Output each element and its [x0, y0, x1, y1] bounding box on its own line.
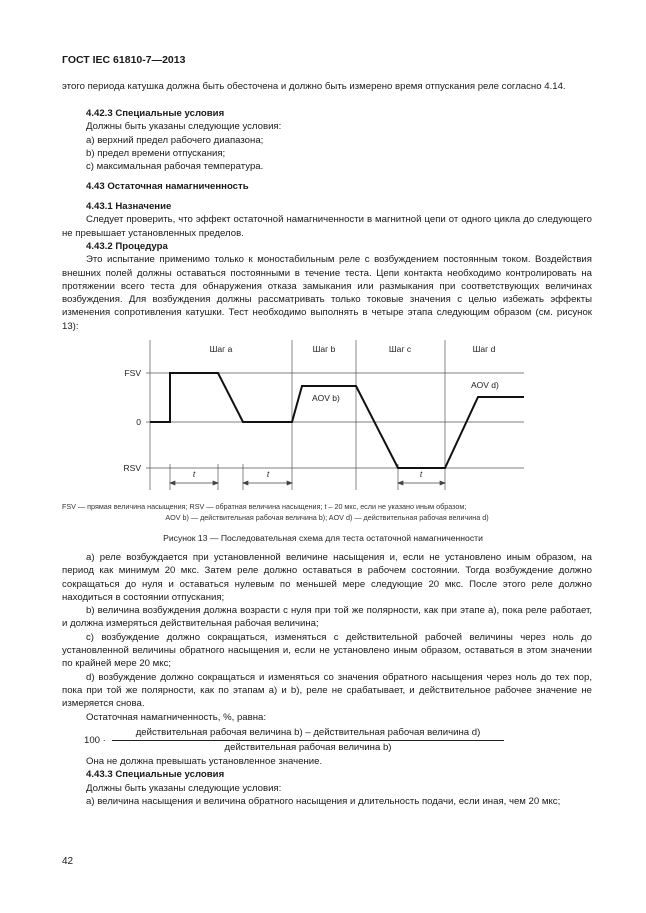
- interval-markers: [170, 481, 445, 485]
- step-paragraph-c: c) возбуждение должно сокращаться, изменяться с действительной рабочей величины через ноль до установленной величины обратного насыщения и, если не установлено иным образом, оставаться в этом значении по крайней мере 20 мкс;: [62, 631, 592, 670]
- figure-note-line1: FSV — прямая величина насыщения; RSV — обратная величина насыщения; t – 20 мкс, если не указано иным образом;: [62, 502, 467, 511]
- section-text: Следует проверить, что эффект остаточной намагниченности в магнитной цепи от одного цикла до следующего не превышает установленных пределов.: [62, 214, 592, 239]
- figure-labels: [124, 344, 500, 479]
- figure-axes: [146, 340, 524, 490]
- arrow-head: [213, 481, 218, 485]
- section-4-43-1: [62, 200, 592, 240]
- step-paragraph-a: a) реле возбуждается при установленной величине насыщения и, если не установлено иным образом, на период как минимум 20 мкс. Затем реле должно оставаться в рабочем состоянии. Тогда возбуждение должно сокращаться до нуля и оставаться нулевым по меньшей мере следующие 20 мкс. После этого реле должно находиться в состоянии отпускания;: [62, 552, 592, 603]
- arrow-head: [170, 481, 175, 485]
- interval-label: t: [266, 469, 270, 479]
- formula-after: Она не должна превышать установленное значение.: [86, 756, 323, 767]
- formula-intro: Остаточная намагниченность, %, равна:: [86, 711, 267, 723]
- step-label-a: Шаг a: [209, 344, 233, 354]
- page-number: 42: [62, 856, 74, 867]
- section-title: 4.43.2 Процедура: [86, 241, 168, 252]
- arrow-head: [243, 481, 248, 485]
- section-title: 4.43 Остаточная намагниченность: [86, 181, 249, 192]
- section-text: Это испытание применимо только к моностабильным реле с возбуждением постоянным током. Воздействия внешних полей должны оставаться постоянными в течение теста. Цепи контакта необходимо контролировать на протяжении всего теста для обнаружения отказа замыкания или размыкания при соответствующих величинах возбуждения. Для возбуждения должны рассматривать только токовые значения с целью избежать эффекты изменения сопротивления катушки. Тест необходимо выполнять в четыре этапа следующим образом (см. рисунок 13):: [62, 254, 592, 332]
- arrow-head: [287, 481, 292, 485]
- list-item: c) максимальная рабочая температура.: [86, 161, 264, 173]
- annotation-aov-b: AOV b): [312, 393, 340, 403]
- step-label-c: Шаг c: [388, 344, 412, 354]
- arrow-head: [440, 481, 445, 485]
- step-label-b: Шаг b: [312, 344, 336, 354]
- y-label-zero: 0: [136, 417, 141, 427]
- section-4-42-3: [62, 107, 592, 173]
- document-header: ГОСТ IEC 61810-7—2013: [62, 54, 186, 66]
- section-title: 4.42.3 Специальные условия: [86, 108, 225, 119]
- formula-factor: 100 ·: [84, 735, 106, 746]
- figure-caption: Рисунок 13 — Последовательная схема для теста остаточной намагниченности: [163, 533, 483, 543]
- section-4-43-3: [62, 755, 592, 808]
- step-paragraph-b: b) величина возбуждения должна возрасти с нуля при той же полярности, как при этапе a), пока реле работает, и должна измеряться действительная рабочая величина;: [62, 605, 592, 630]
- formula-numerator: действительная рабочая величина b) – действительная рабочая величина d): [135, 727, 481, 738]
- section-title: 4.43.3 Специальные условия: [86, 769, 225, 781]
- list-item: a) верхний предел рабочего диапазона;: [86, 134, 264, 146]
- formula: [84, 727, 514, 757]
- procedure-steps: [62, 551, 592, 724]
- interval-label: t: [192, 469, 196, 479]
- section-intro: Должны быть указаны следующие условия:: [86, 121, 282, 133]
- paragraph-continuation: этого периода катушка должна быть обесточена и должно быть измерено время отпускания реле согласно 4.14.: [62, 81, 566, 92]
- figure-note-line2: AOV b) — действительная рабочая величина b); AOV d) — действительная рабочая величина d): [165, 513, 489, 522]
- section-4-43-2: [62, 240, 592, 333]
- arrow-head: [398, 481, 403, 485]
- excitation-waveform: [150, 373, 524, 468]
- annotation-aov-d: AOV d): [471, 380, 499, 390]
- step-paragraph-d: d) возбуждение должно сокращаться и изменяться со значения обратного насыщения через ноль до тех пор, пока при той же полярности, как по этапам a) и b), реле не срабатывает, и действительное рабочее значение не измеряется снова.: [62, 671, 592, 710]
- y-label-rsv: RSV: [123, 463, 141, 473]
- section-title: 4.43.1 Назначение: [86, 201, 172, 212]
- step-label-d: Шаг d: [472, 344, 496, 354]
- figure-13-chart: [0, 330, 646, 498]
- section-intro: Должны быть указаны следующие условия:: [86, 782, 282, 794]
- list-item: b) предел времени отпускания;: [86, 147, 226, 159]
- formula-denominator: действительная рабочая величина b): [224, 742, 392, 753]
- y-label-fsv: FSV: [124, 368, 141, 378]
- interval-label: t: [419, 469, 423, 479]
- section-4-43: [62, 180, 592, 193]
- fraction-bar: [112, 740, 504, 741]
- list-item: a) величина насыщения и величина обратного насыщения и длительность подачи, если иная, чем 20 мкс;: [86, 795, 561, 807]
